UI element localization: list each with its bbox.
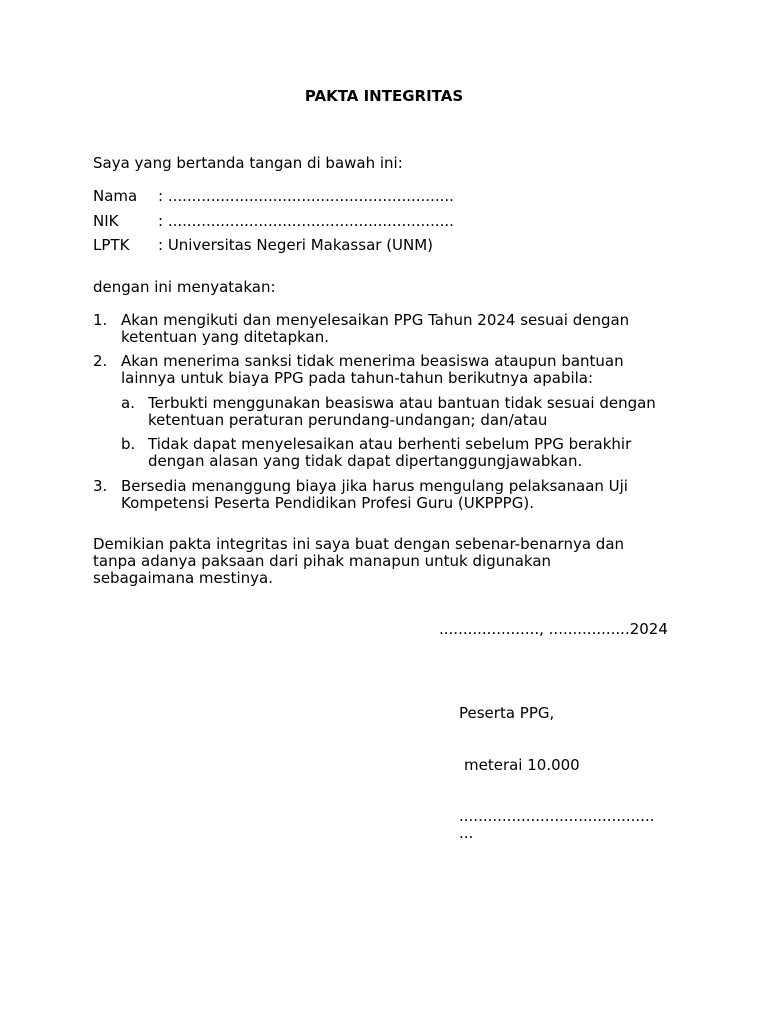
field-label-lptk: LPTK	[93, 236, 130, 254]
sublist-item-text	[148, 436, 688, 470]
sublist-item-letter: a.	[121, 394, 135, 412]
list-item-line: lainnya untuk biaya PPG pada tahun-tahun berikutnya apabila:	[121, 369, 594, 387]
closing-line: sebagaimana mestinya.	[93, 569, 273, 587]
stamp-placeholder: meterai 10.000	[464, 756, 580, 774]
sublist-item-line: dengan alasan yang tidak dapat dipertanggungjawabkan.	[148, 452, 583, 470]
field-label-nama: Nama	[93, 187, 138, 205]
signature-line	[459, 808, 655, 842]
list-item-line: ketentuan yang ditetapkan.	[121, 328, 330, 346]
field-label-nik: NIK	[93, 212, 119, 230]
sublist-item-text	[148, 395, 688, 429]
closing-paragraph	[93, 536, 683, 587]
list-item-text	[121, 312, 681, 346]
list-item-number: 3.	[93, 477, 108, 495]
signature-dots: .........................................	[459, 807, 655, 825]
signature-dots: ...	[459, 824, 474, 842]
sublist-item-line: ketentuan peraturan perundang-undangan; dan/atau	[148, 411, 548, 429]
list-item-text	[121, 478, 681, 512]
list-item-line: Akan menerima sanksi tidak menerima beasiswa ataupun bantuan	[121, 352, 624, 370]
closing-line: tanpa adanya paksaan dari pihak manapun untuk digunakan	[93, 552, 552, 570]
document-title: PAKTA INTEGRITAS	[304, 87, 464, 105]
field-value-nik: : ............................................................	[158, 212, 454, 230]
list-item-line: Bersedia menanggung biaya jika harus mengulang pelaksanaan Uji	[121, 477, 628, 495]
list-item-number: 2.	[93, 352, 108, 370]
list-item-line: Akan mengikuti dan menyelesaikan PPG Tahun 2024 sesuai dengan	[121, 311, 630, 329]
closing-line: Demikian pakta integritas ini saya buat dengan sebenar-benarnya dan	[93, 535, 625, 553]
list-item-number: 1.	[93, 311, 108, 329]
intro-text: Saya yang bertanda tangan di bawah ini:	[93, 154, 403, 172]
sublist-item-line: Terbukti menggunakan beasiswa atau bantuan tidak sesuai dengan	[148, 394, 656, 412]
field-value-lptk: : Universitas Negeri Makassar (UNM)	[158, 236, 434, 254]
sublist-item-letter: b.	[121, 435, 136, 453]
place-date-line: ....................., .................2024	[439, 620, 668, 638]
field-value-nama: : ............................................................	[158, 187, 454, 205]
list-item-line: Kompetensi Peserta Pendidikan Profesi Guru (UKPPPG).	[121, 494, 534, 512]
sublist-item-line: Tidak dapat menyelesaikan atau berhenti sebelum PPG berakhir	[148, 435, 632, 453]
signer-role: Peserta PPG,	[459, 704, 555, 722]
declaration-text: dengan ini menyatakan:	[93, 278, 276, 296]
list-item-text	[121, 353, 681, 387]
